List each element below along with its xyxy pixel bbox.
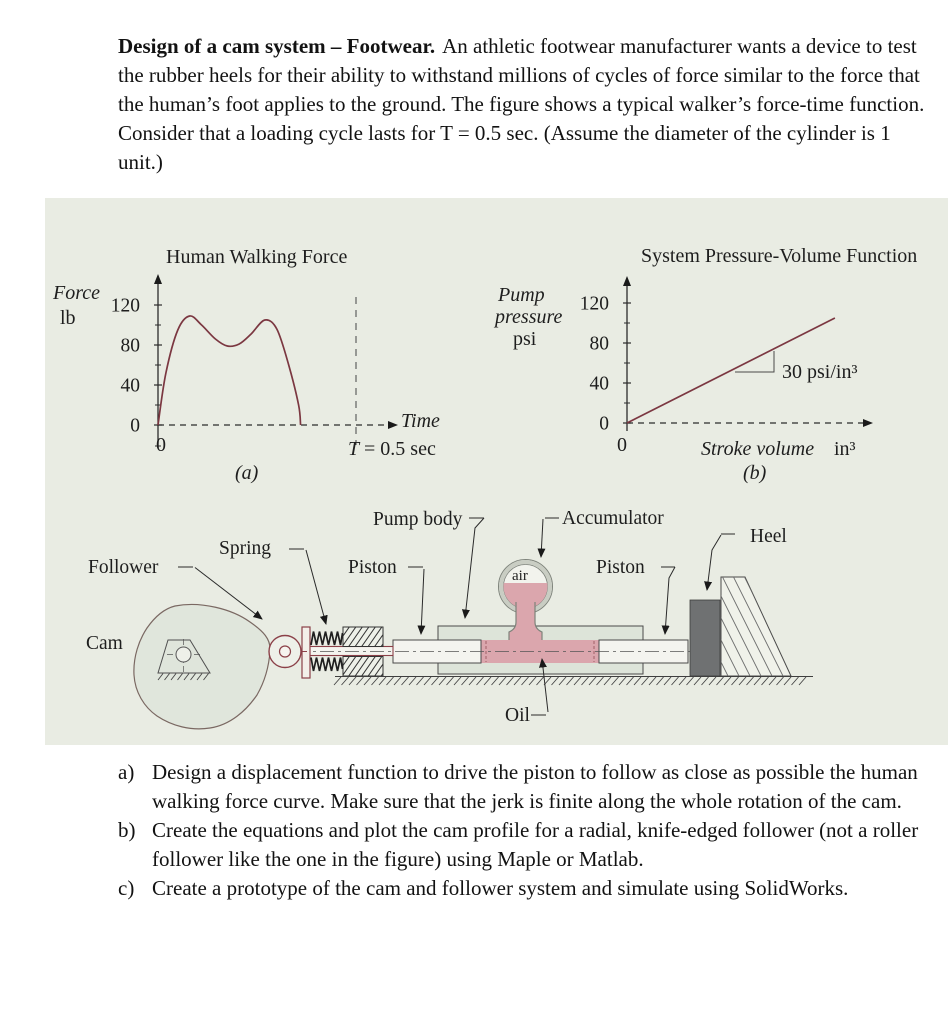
hatch-tick — [334, 677, 341, 685]
hatch-tick — [717, 677, 724, 685]
hatch-tick — [769, 677, 776, 685]
y-tick-label: 40 — [120, 375, 140, 397]
accumulator-label: Accumulator — [562, 508, 664, 529]
task-marker: b) — [118, 818, 136, 842]
hatch-tick — [514, 677, 521, 685]
hatch-tick — [589, 677, 596, 685]
hatch-line — [796, 570, 852, 682]
hatch-tick — [612, 677, 619, 685]
heel-block — [690, 600, 720, 676]
hatch-tick — [634, 677, 641, 685]
spring-leader — [306, 550, 326, 624]
task-list — [118, 758, 930, 903]
spring-label: Spring — [219, 538, 272, 559]
hatch-tick — [604, 677, 611, 685]
hatch-tick — [462, 677, 469, 685]
hatch-tick — [559, 677, 566, 685]
hatch-tick — [394, 677, 401, 685]
data-curve — [158, 316, 301, 425]
hatch-tick — [597, 677, 604, 685]
mechanism-diagram — [86, 508, 852, 729]
follower-roller-hub — [280, 646, 291, 657]
hatch-tick — [379, 677, 386, 685]
chart-a-title: Human Walking Force — [166, 246, 348, 268]
hatch-tick — [619, 677, 626, 685]
accumulator-leader — [541, 519, 543, 557]
hatch-tick — [552, 677, 559, 685]
hatch-tick — [477, 677, 484, 685]
task-item-a — [118, 758, 930, 816]
y-tick-label: 120 — [579, 293, 609, 315]
chart-a-period-value: = 0.5 sec — [364, 438, 436, 460]
task-item-c — [118, 874, 930, 903]
spring-coil-top — [311, 632, 343, 646]
y-axis-arrow — [623, 276, 631, 286]
hatch-tick — [672, 677, 679, 685]
chart-a-period-symbol: T — [348, 438, 360, 460]
chart-a-xlabel: Time — [401, 410, 440, 432]
hatch-tick — [424, 677, 431, 685]
piston-left-label: Piston — [348, 557, 397, 578]
y-tick-label: 80 — [120, 335, 140, 357]
task-marker: c) — [118, 876, 135, 900]
hatch-tick — [642, 677, 649, 685]
hatch-tick — [732, 677, 739, 685]
hatch-tick — [537, 677, 544, 685]
follower-label: Follower — [88, 557, 159, 578]
chart-a-x-origin: 0 — [156, 434, 166, 456]
hatch-tick — [754, 677, 761, 685]
chart-a-ylabel-unit: lb — [60, 307, 76, 329]
hatch-tick — [694, 677, 701, 685]
hatch-tick — [777, 677, 784, 685]
hatch-tick — [747, 677, 754, 685]
hatch-tick — [469, 677, 476, 685]
hatch-tick — [664, 677, 671, 685]
task-marker: a) — [118, 760, 135, 784]
hatch-tick — [387, 677, 394, 685]
hatch-tick — [402, 677, 409, 685]
hatch-tick — [492, 677, 499, 685]
hatch-tick — [567, 677, 574, 685]
hatch-tick — [709, 677, 716, 685]
chart-b-sublabel: (b) — [743, 462, 767, 484]
chart-b-title: System Pressure-Volume Function — [641, 245, 918, 267]
task-text: Create a prototype of the cam and follower system and simulate using SolidWorks. — [152, 876, 849, 900]
hatch-tick — [792, 677, 799, 685]
chart-b-xlabel-unit: in³ — [834, 438, 856, 460]
problem-statement — [118, 32, 936, 177]
problem-title: Design of a cam system – Footwear. — [118, 34, 436, 58]
hatch-tick — [484, 677, 491, 685]
piston-right-label: Piston — [596, 557, 645, 578]
piston-right-leader — [665, 567, 675, 634]
y-tick-label: 0 — [130, 415, 140, 437]
chart-b-ylabel-1: Pump — [498, 284, 545, 306]
chart-b-ylabel-2: pressure — [495, 306, 563, 328]
hatch-tick — [649, 677, 656, 685]
chart-b-slope-label: 30 psi/in³ — [782, 361, 858, 383]
figure-panel — [45, 198, 948, 745]
chart-b-ylabel-unit: psi — [513, 328, 537, 350]
hatch-tick — [499, 677, 506, 685]
heel-leader — [707, 535, 721, 590]
piston-left-leader — [421, 569, 424, 634]
hatch-tick — [364, 677, 371, 685]
hatch-tick — [784, 677, 791, 685]
hatch-tick — [739, 677, 746, 685]
hatch-tick — [762, 677, 769, 685]
hatch-line — [785, 570, 841, 682]
y-tick-label: 40 — [589, 373, 609, 395]
slope-indicator — [735, 351, 774, 372]
hatch-tick — [349, 677, 356, 685]
hatch-tick — [454, 677, 461, 685]
y-axis-arrow — [154, 274, 162, 284]
hatch-tick — [582, 677, 589, 685]
hatch-tick — [409, 677, 416, 685]
oil-label: Oil — [505, 705, 530, 726]
hatch-tick — [507, 677, 514, 685]
cam-pivot — [176, 647, 191, 662]
hatch-tick — [687, 677, 694, 685]
hatch-tick — [627, 677, 634, 685]
problem-text: An athletic footwear manufacturer wants a device to test the rubber heels for their ability to withstand millions of cycles of force similar to the force that the human’s foot applies to the ground. The figure shows a typical walker’s force-time function. Consider that a loading cycle lasts for T = 0.5 sec. (Assume the diameter of the cylinder is 1 unit.) — [118, 34, 925, 174]
hatch-tick — [439, 677, 446, 685]
task-text: Create the equations and plot the cam profile for a radial, knife-edged follower (not a roller follower like the one in the figure) using Maple or Matlab. — [152, 818, 919, 871]
y-tick-label: 80 — [589, 333, 609, 355]
pump-body-leader — [465, 518, 484, 618]
hatch-tick — [657, 677, 664, 685]
y-tick-label: 0 — [599, 413, 609, 435]
hatch-tick — [529, 677, 536, 685]
hatch-tick — [417, 677, 424, 685]
pump-body-label: Pump body — [373, 509, 463, 530]
task-item-b — [118, 816, 930, 874]
x-axis-arrow — [863, 419, 873, 427]
chart-human-walking-force — [111, 274, 398, 448]
hatch-tick — [724, 677, 731, 685]
hatch-tick — [679, 677, 686, 685]
hatch-tick — [522, 677, 529, 685]
hatch-tick — [432, 677, 439, 685]
chart-pressure-volume — [580, 276, 873, 435]
chart-b-xlabel: Stroke volume — [701, 438, 815, 460]
hatch-tick — [574, 677, 581, 685]
air-label: air — [512, 568, 528, 584]
y-tick-label: 120 — [110, 295, 140, 317]
spring-flange — [302, 627, 310, 678]
hatch-tick — [372, 677, 379, 685]
task-text: Design a displacement function to drive the piston to follow as close as possible the human walking force curve. Make sure that the jerk is finite along the whole rotation of the cam. — [152, 760, 918, 813]
ground-hatching — [334, 677, 806, 685]
hatch-tick — [447, 677, 454, 685]
hatch-tick — [342, 677, 349, 685]
hatch-tick — [357, 677, 364, 685]
chart-a-ylabel: Force — [53, 282, 101, 304]
heel-label: Heel — [750, 526, 787, 547]
x-axis-arrow — [388, 421, 398, 429]
cam-label: Cam — [86, 633, 123, 654]
spring-coil-bottom — [311, 658, 343, 672]
follower-rod — [309, 647, 393, 656]
hatch-tick — [799, 677, 806, 685]
figure-svg — [45, 198, 948, 745]
chart-a-sublabel: (a) — [235, 462, 259, 484]
chart-b-x-origin: 0 — [617, 434, 627, 456]
hatch-tick — [702, 677, 709, 685]
